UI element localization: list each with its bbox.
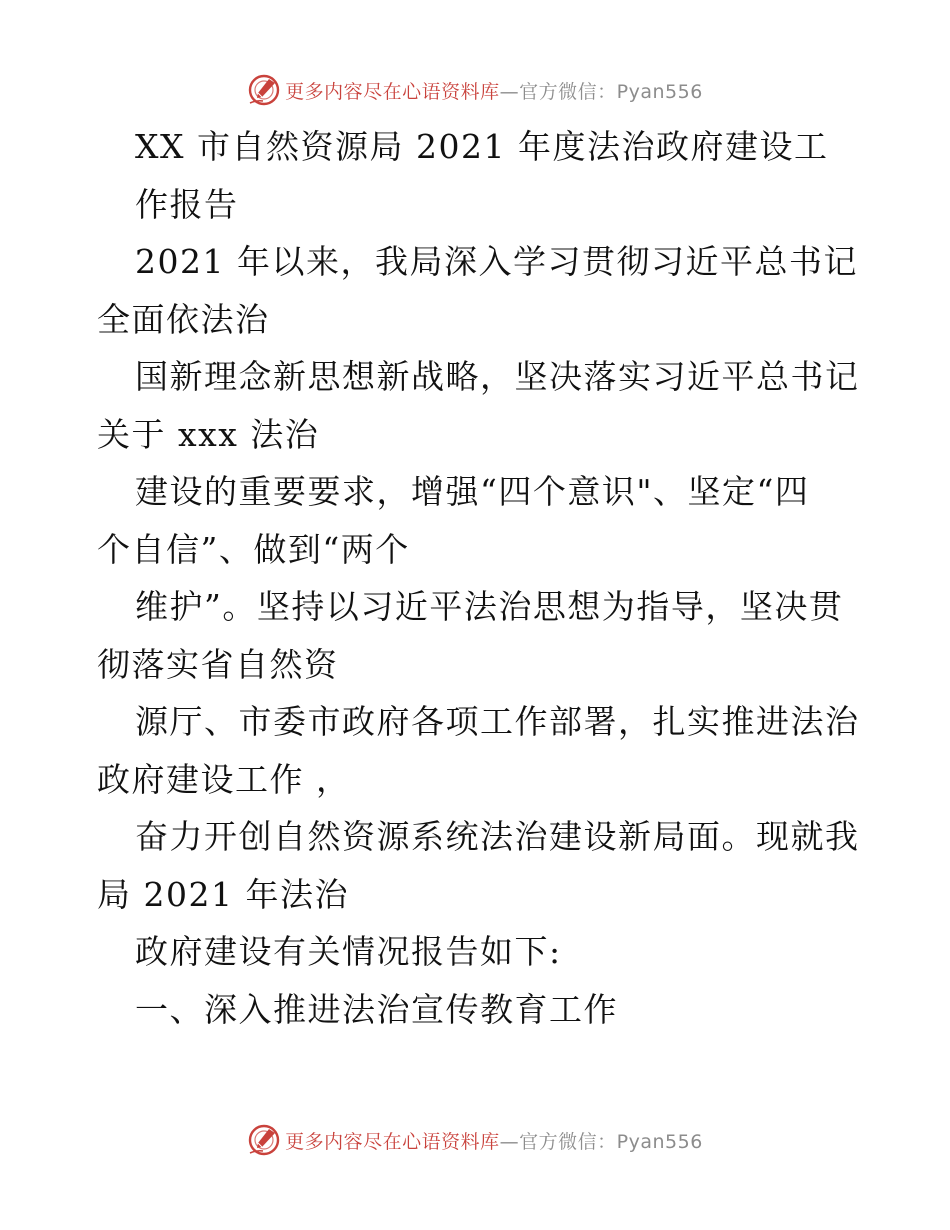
document-body	[97, 118, 860, 1038]
watermark-red-text: 更多内容尽在心语资料库	[285, 80, 500, 103]
doc-line: 奋力开创自然资源系统法治建设新局面。现就我	[135, 817, 860, 856]
doc-line: 局 2021 年法治	[97, 874, 349, 914]
doc-line: 国新理念新思想新战略，坚决落实习近平总书记	[135, 357, 860, 396]
doc-section-heading: 一、深入推进法治宣传教育工作	[135, 989, 618, 1029]
doc-line: 维护”。坚持以习近平法治思想为指导，坚决贯	[135, 587, 844, 626]
doc-line: 建设的重要要求，增强“四个意识"、坚定“四	[135, 472, 810, 511]
watermark-header	[0, 68, 950, 112]
watermark-footer	[0, 1118, 950, 1162]
doc-line: 政府建设工作 ，	[97, 759, 351, 799]
doc-title-line-1: XX 市自然资源局 2021 年度法治政府建设工	[135, 127, 829, 166]
doc-line: 政府建设有关情况报告如下:	[135, 932, 562, 971]
pen-in-circle-icon	[247, 1123, 281, 1157]
doc-line: 源厅、市委市政府各项工作部署，扎实推进法治	[135, 702, 860, 741]
doc-line: 关于 xxx 法治	[97, 414, 320, 454]
watermark-red-text: 更多内容尽在心语资料库	[285, 1130, 500, 1153]
doc-title-line-2: 作报告	[135, 184, 239, 224]
doc-line: 彻落实省自然资	[97, 644, 339, 684]
doc-line: 全面依法治	[97, 299, 270, 339]
pen-in-circle-icon	[247, 73, 281, 107]
watermark-gray-text: —官方微信：Pyan556	[499, 80, 703, 103]
doc-line: 2021 年以来，我局深入学习贯彻习近平总书记	[135, 242, 858, 281]
watermark-gray-text: —官方微信：Pyan556	[499, 1130, 703, 1153]
doc-line: 个自信”、做到“两个	[97, 529, 410, 569]
